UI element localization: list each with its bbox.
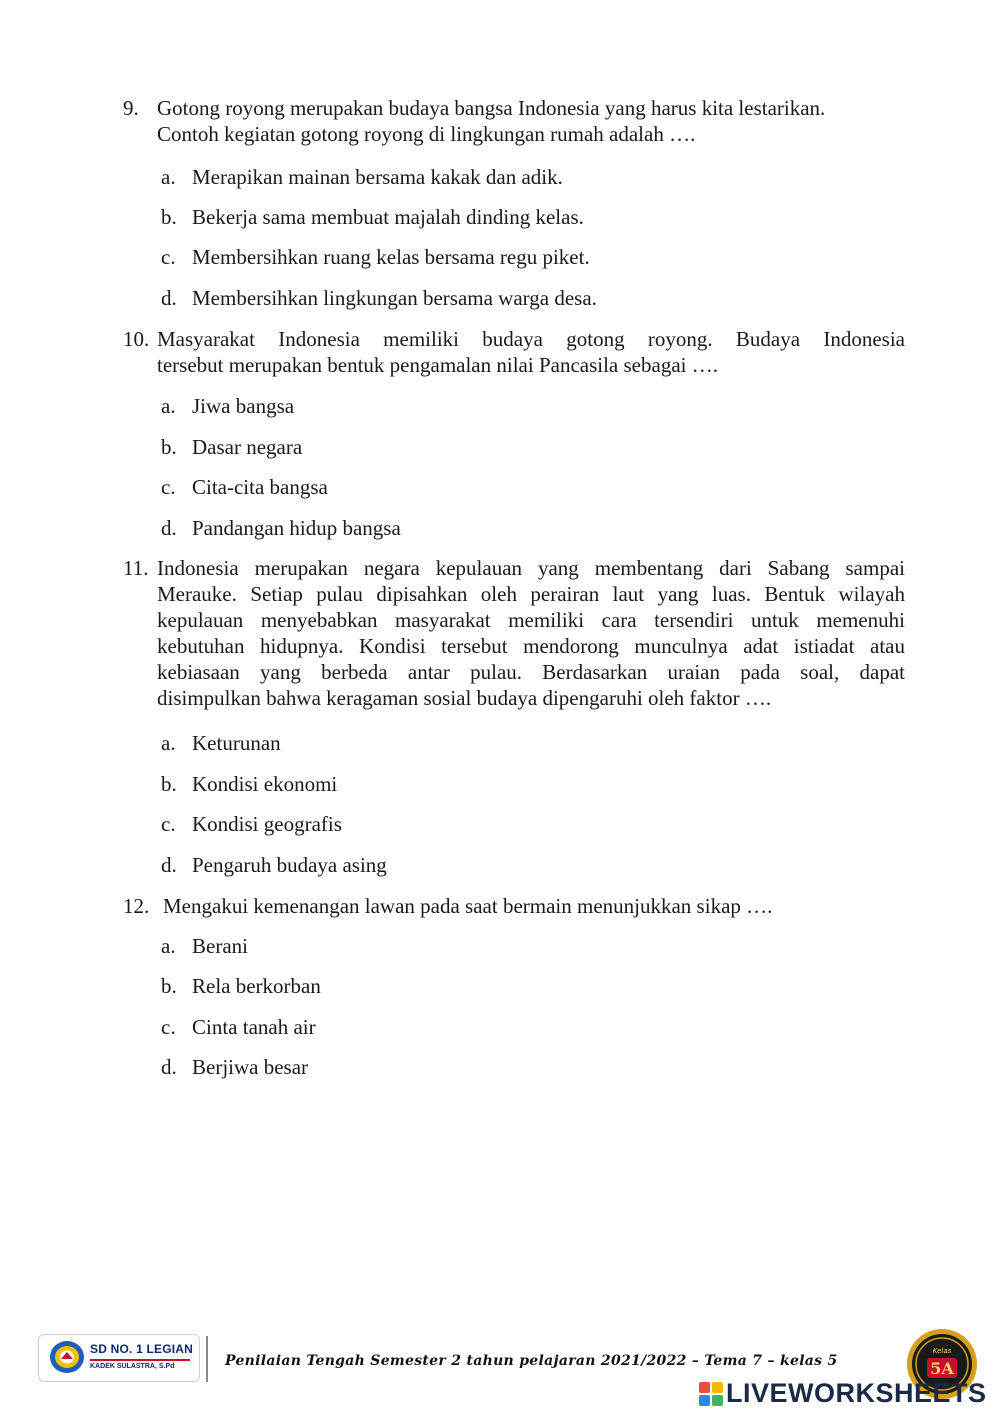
question-9 — [123, 95, 905, 147]
option-9c[interactable]: c. Membersihkan ruang kelas bersama regu piket. — [161, 245, 590, 269]
badge-small-label: Kelas — [932, 1347, 952, 1355]
option-11d[interactable]: d. Pengaruh budaya asing — [161, 853, 387, 877]
question-11 — [123, 555, 905, 711]
school-name-underline — [90, 1359, 190, 1361]
liveworksheets-logo-icon — [698, 1381, 724, 1407]
question-text: Masyarakat Indonesia memiliki budaya gotong royong. Budaya Indonesia tersebut merupakan bentuk pengamalan nilai Pancasila sebagai …. — [157, 327, 905, 377]
badge-class-label: 5A — [930, 1359, 954, 1378]
question-number: 10. — [123, 327, 150, 351]
question-text: Gotong royong merupakan budaya bangsa Indonesia yang harus kita lestarikan. Contoh kegiatan gotong royong di lingkungan rumah adalah …. — [157, 96, 826, 146]
footer-caption: Penilaian Tengah Semester 2 tahun pelajaran 2021/2022 – Tema 7 – kelas 5 — [225, 1353, 838, 1369]
option-12d[interactable]: d. Berjiwa besar — [161, 1055, 309, 1079]
option-9a[interactable]: a. Merapikan mainan bersama kakak dan adik. — [161, 165, 563, 189]
question-number: 11. — [123, 556, 149, 580]
question-12 — [123, 893, 905, 919]
question-number: 12. — [123, 894, 150, 918]
option-12a[interactable]: a. Berani — [161, 934, 248, 958]
option-10b[interactable]: b. Dasar negara — [161, 435, 303, 459]
option-11c[interactable]: c. Kondisi geografis — [161, 812, 342, 836]
school-name: SD NO. 1 LEGIAN — [90, 1342, 194, 1356]
teacher-name: KADEK SULASTRA, S.Pd — [90, 1363, 175, 1370]
option-10a[interactable]: a. Jiwa bangsa — [161, 394, 295, 418]
option-11b[interactable]: b. Kondisi ekonomi — [161, 772, 338, 796]
option-9d[interactable]: d. Membersihkan lingkungan bersama warga desa. — [161, 286, 597, 310]
question-text: Indonesia merupakan negara kepulauan yang membentang dari Sabang sampai Merauke. Setiap pulau dipisahkan oleh perairan laut yang luas. Bentuk wilayah kepulauan menyebabkan masyarakat memiliki cara tersendiri untuk memenuhi kebutuhan hidupnya. Kondisi tersebut mendorong munculnya adat istiadat atau kebiasaan yang berbeda antar pulau. Berdasarkan uraian pada soal, dapat disimpulkan bahwa keragaman sosial budaya dipengaruhi oleh faktor …. — [157, 556, 905, 710]
question-number: 9. — [123, 96, 139, 120]
option-10d[interactable]: d. Pandangan hidup bangsa — [161, 516, 401, 540]
school-emblem-icon — [48, 1339, 86, 1375]
footer-divider — [206, 1336, 208, 1382]
option-12c[interactable]: c. Cinta tanah air — [161, 1015, 316, 1039]
question-text: Mengakui kemenangan lawan pada saat bermain menunjukkan sikap …. — [163, 894, 773, 918]
option-11a[interactable]: a. Keturunan — [161, 731, 281, 755]
question-10 — [123, 326, 905, 378]
option-10c[interactable]: c. Cita-cita bangsa — [161, 475, 328, 499]
liveworksheets-wordmark: LIVEWORKSHEETS — [726, 1378, 987, 1408]
option-9b[interactable]: b. Bekerja sama membuat majalah dinding kelas. — [161, 205, 584, 229]
option-12b[interactable]: b. Rela berkorban — [161, 974, 321, 998]
